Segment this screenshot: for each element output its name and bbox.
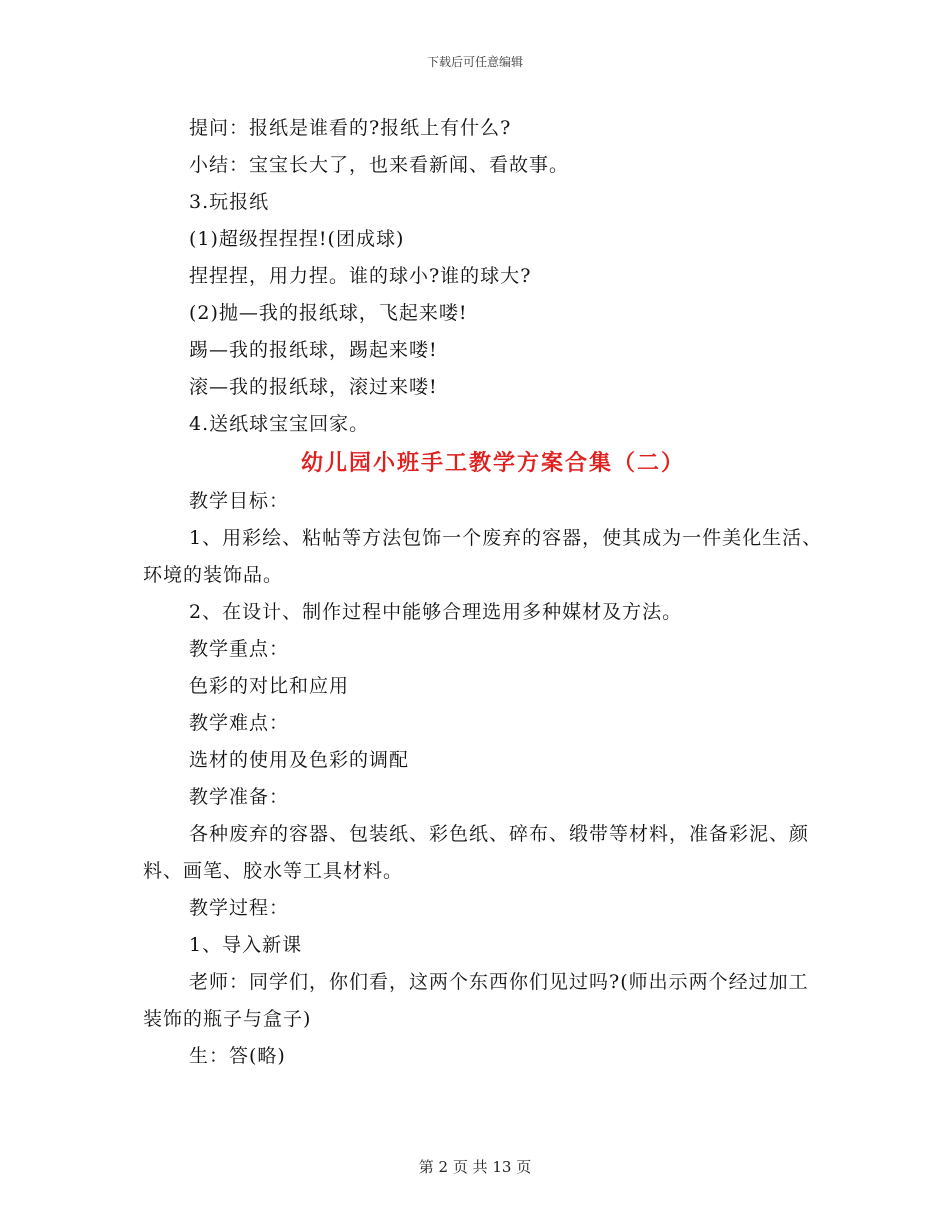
paragraph: 捏捏捏，用力捏。谁的球小?谁的球大? bbox=[189, 265, 532, 287]
paragraph: 生：答(略) bbox=[189, 1045, 286, 1067]
paragraph: 老师：同学们，你们看，这两个东西你们见过吗?(师出示两个经过加工装饰的瓶子与盒子) bbox=[143, 971, 809, 1030]
page-footer-number: 第 2 页 共 13 页 bbox=[418, 1158, 532, 1176]
paragraph: 4.送纸球宝宝回家。 bbox=[189, 413, 370, 435]
document-body bbox=[143, 110, 823, 1075]
paragraph: 提问：报纸是谁看的?报纸上有什么? bbox=[189, 117, 512, 139]
paragraph: 各种废弃的容器、包装纸、彩色纸、碎布、缎带等材料，准备彩泥、颜料、画笔、胶水等工具材料。 bbox=[143, 823, 810, 882]
paragraph: 教学重点： bbox=[189, 638, 290, 660]
paragraph: (1)超级捏捏捏!(团成球) bbox=[189, 228, 405, 250]
paragraph: 教学过程： bbox=[189, 897, 290, 919]
page-header-note: 下载后可任意编辑 bbox=[426, 55, 523, 69]
paragraph: 小结：宝宝长大了，也来看新闻、看故事。 bbox=[189, 154, 570, 176]
paragraph: 滚—我的报纸球，滚过来喽! bbox=[189, 376, 438, 398]
paragraph: 选材的使用及色彩的调配 bbox=[189, 749, 410, 771]
paragraph: 色彩的对比和应用 bbox=[189, 675, 350, 697]
paragraph: 教学准备： bbox=[189, 786, 290, 808]
paragraph: 踢—我的报纸球，踢起来喽! bbox=[189, 339, 438, 361]
paragraph: 1、导入新课 bbox=[189, 934, 303, 956]
paragraph: 教学难点： bbox=[189, 712, 290, 734]
paragraph: 2、在设计、制作过程中能够合理选用多种媒材及方法。 bbox=[189, 601, 683, 623]
paragraph: 教学目标： bbox=[189, 490, 290, 512]
paragraph: 1、用彩绘、粘帖等方法包饰一个废弃的容器，使其成为一件美化生活、环境的装饰品。 bbox=[143, 527, 823, 586]
section-title: 幼儿园小班手工教学方案合集（二） bbox=[300, 450, 685, 476]
paragraph: 3.玩报纸 bbox=[189, 191, 270, 213]
paragraph: (2)抛—我的报纸球，飞起来喽! bbox=[189, 302, 468, 324]
